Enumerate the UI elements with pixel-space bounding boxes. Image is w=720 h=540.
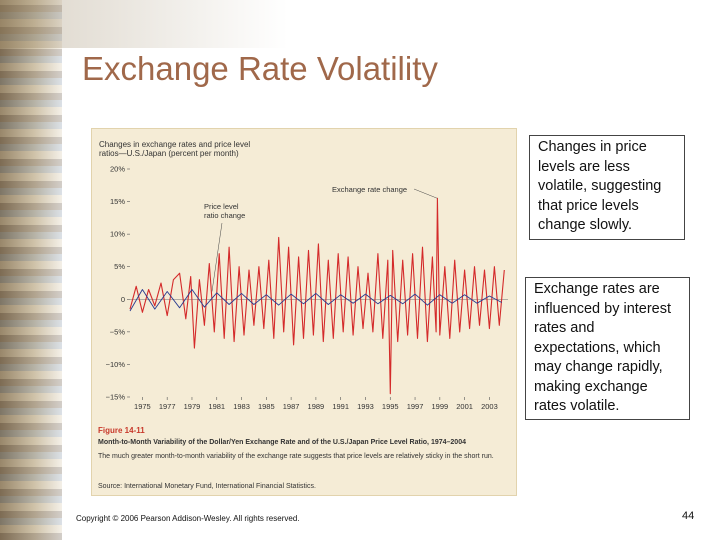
x-tick-label: 1985 [257,402,275,411]
page-number: 44 [682,510,695,522]
annotation-exchange-leader [414,189,437,198]
figure-title: Month-to-Month Variability of the Dollar/Yen Exchange Rate and of the U.S./Japan Price Level Ratio, 1974–2004 [98,439,466,446]
y-tick-label: 5% [114,262,125,272]
decorative-side-strip [0,0,62,540]
annotation-price-line: ratio change [204,211,246,220]
x-tick-label: 2003 [481,402,498,411]
x-tick-label: 1993 [357,402,374,411]
y-tick-label: 15% [109,197,125,207]
x-tick-label: 1991 [332,402,350,411]
x-tick-label: 1979 [183,402,201,411]
x-tick-label: 1975 [134,402,151,411]
figure-panel [91,128,517,496]
x-tick-label: 1981 [208,402,226,411]
x-tick-label: 1983 [233,402,250,411]
callout-exchange-rates: Exchange rates are influenced by interest rates and expectations, which may change rapidly, making exchange rates volatile. [525,277,690,420]
slide-title: Exchange Rate Volatility [82,50,438,87]
annotation-price-line: Price level [204,202,239,211]
chart-ylabel-line: Changes in exchange rates and price level [99,140,251,149]
figure-source: Source: International Monetary Fund, International Financial Statistics. [98,483,316,490]
x-tick-label: 1995 [381,402,399,411]
callout-price-levels: Changes in price levels are less volatile, suggesting that price levels change slowly. [529,135,685,240]
chart-ylabel-line: ratios—U.S./Japan (percent per month) [99,149,239,158]
annotation-exchange: Exchange rate change [332,185,408,194]
figure-label: Figure 14-11 [98,426,145,435]
y-tick-label: 20% [109,164,125,174]
figure-description: The much greater month-to-month variability of the exchange rate suggests that price levels are relatively sticky in the short run. [98,453,494,460]
x-tick-label: 1989 [307,402,325,411]
x-tick-label: 1977 [158,402,176,411]
decorative-top-fade [0,0,720,48]
x-tick-label: 1999 [431,402,449,411]
x-tick-label: 1987 [282,402,300,411]
y-tick-label: −10% [105,359,125,369]
y-tick-label: −5% [109,327,125,337]
y-tick-label: 0 [120,294,125,304]
annotation-price [204,202,245,220]
exchange-series-line [130,198,504,393]
series-group [130,198,504,393]
y-ticks [106,165,130,402]
y-tick-label: −15% [105,392,125,402]
copyright-text: Copyright © 2006 Pearson Addison-Wesley. All rights reserved. [76,514,300,523]
chart-ylabel [99,140,252,158]
x-ticks [134,397,498,411]
x-tick-label: 1997 [406,402,424,411]
y-tick-label: 10% [109,229,125,239]
x-tick-label: 2001 [456,402,473,411]
